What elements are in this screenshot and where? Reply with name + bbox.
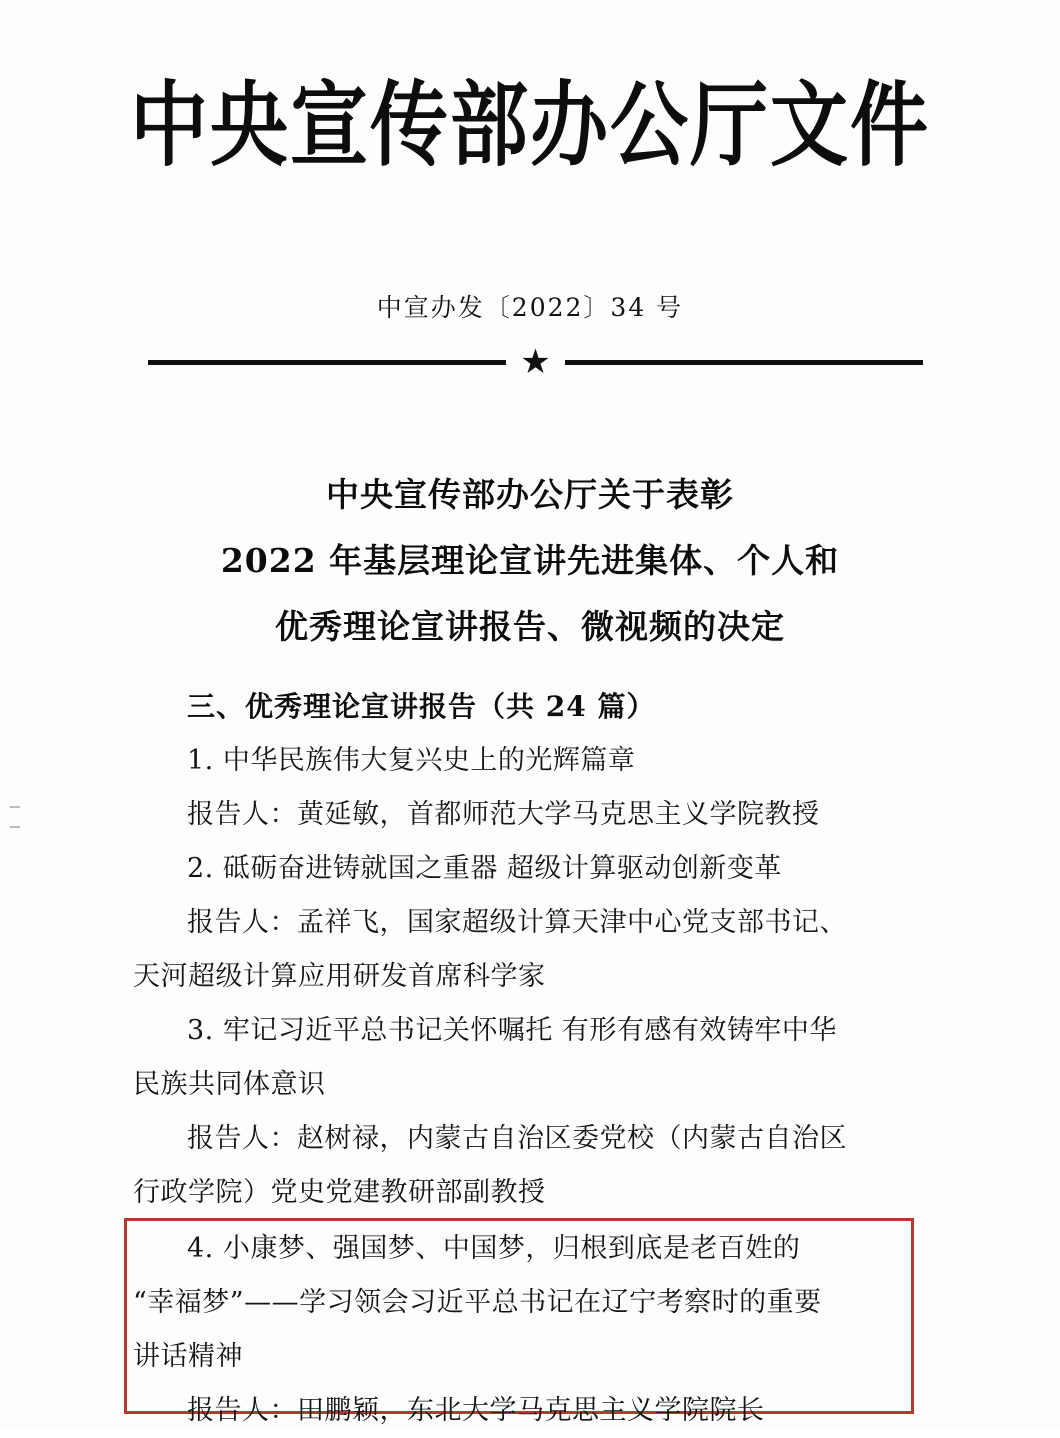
list-item-title-1: 1. 中华民族伟大复兴史上的光辉篇章 [187,745,636,776]
page-edge-mark [10,826,20,828]
masthead [0,72,1060,180]
star-icon: ★ [520,342,551,382]
document-body [133,680,933,1220]
list-item-presenter-1: 报告人：黄延敏，首都师范大学马克思主义学院教授 [187,799,820,830]
list-item-presenter-2-cont: 天河超级计算应用研发首席科学家 [133,961,546,992]
divider-line-left [148,360,506,365]
section-heading: 三、优秀理论宣讲报告（共 24 篇） [187,690,656,723]
list-item-presenter-4: 报告人：田鹏颖，东北大学马克思主义学院院长 [187,1395,765,1426]
highlighted-list-item [133,1222,923,1438]
masthead-title: 中央宣传部办公厅文件 [129,72,930,180]
list-item-title-3: 3. 牢记习近平总书记关怀嘱托 有形有感有效铸牢中华 [187,1015,837,1046]
document-number: 中宣办发〔2022〕34 号 [376,293,684,322]
document-title [0,462,1060,660]
list-item-title-4: 4. 小康梦、强国梦、中国梦，归根到底是老百姓的 [187,1233,801,1264]
star-divider [148,342,923,382]
page-edge-mark [10,806,20,808]
list-item-presenter-3: 报告人：赵树禄，内蒙古自治区委党校（内蒙古自治区 [187,1123,847,1154]
document-title-line-3: 优秀理论宣讲报告、微视频的决定 [275,607,785,646]
document-title-line-2: 2022 年基层理论宣讲先进集体、个人和 [220,541,840,580]
document-title-line-1: 中央宣传部办公厅关于表彰 [326,475,734,514]
list-item-title-4-cont: “幸福梦”——学习领会习近平总书记在辽宁考察时的重要 [133,1287,822,1318]
divider-line-right [565,360,923,365]
list-item-presenter-2: 报告人：孟祥飞，国家超级计算天津中心党支部书记、 [187,907,847,938]
list-item-title-4-cont-2: 讲话精神 [133,1341,243,1372]
list-item-presenter-3-cont: 行政学院）党史党建教研部副教授 [133,1177,546,1208]
list-item-title-2: 2. 砥砺奋进铸就国之重器 超级计算驱动创新变革 [187,853,782,884]
list-item-title-3-cont: 民族共同体意识 [133,1069,326,1100]
